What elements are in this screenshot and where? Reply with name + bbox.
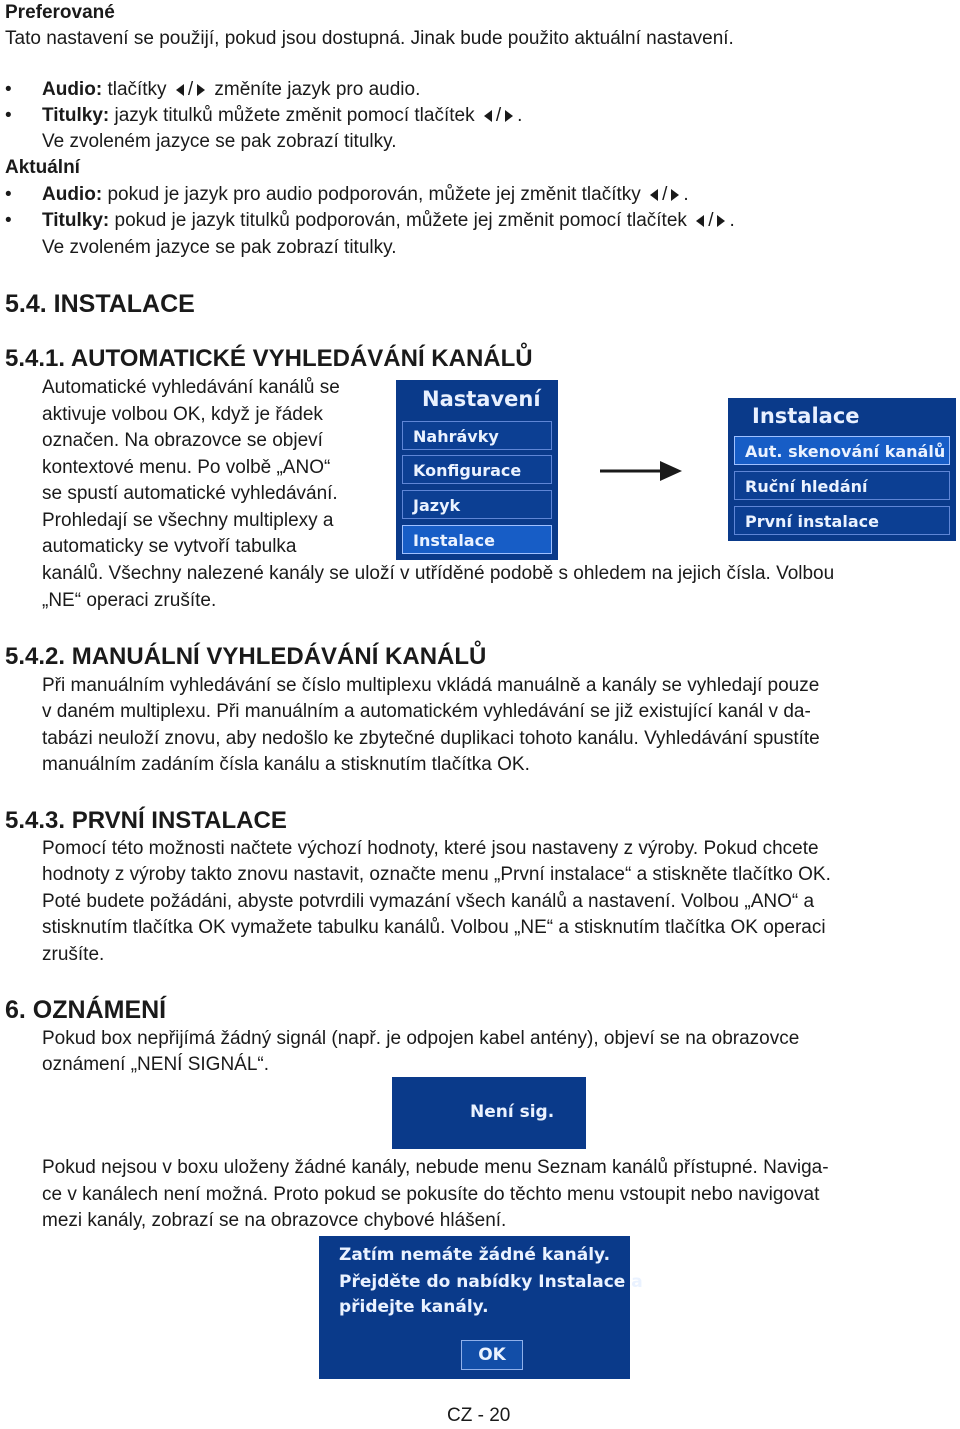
arrow-right-icon bbox=[505, 110, 513, 122]
current-heading: Aktuální bbox=[5, 157, 80, 178]
arrow-right-icon bbox=[197, 84, 205, 96]
arrow-left-icon bbox=[696, 215, 704, 227]
section-heading-notices: 6. OZNÁMENÍ bbox=[5, 996, 167, 1024]
auto-scan-line: kanálů. Všechny nalezené kanály se uloží v utříděné podobě s ohledem na jejich čísla. Volbou bbox=[42, 563, 835, 584]
current-subs-cont: Ve zvoleném jazyce se pak zobrazí titulky. bbox=[42, 237, 397, 258]
arrow-left-icon bbox=[176, 84, 184, 96]
settings-menu-item: Jazyk bbox=[402, 490, 552, 519]
first-install-line: Pomocí této možnosti načtete výchozí hodnoty, které jsou nastaveny z výroby. Pokud chcete bbox=[42, 838, 819, 859]
separator: / bbox=[187, 79, 194, 100]
manual-scan-line: manuálním zadáním čísla kanálu a stisknutím tlačítka OK. bbox=[42, 754, 530, 775]
settings-menu-item: Instalace bbox=[402, 525, 552, 554]
audio-text: pokud je jazyk pro audio podporován, můžete jej změnit tlačítky bbox=[107, 184, 641, 205]
install-menu-title: Instalace bbox=[752, 404, 860, 428]
arrow-right-icon bbox=[717, 215, 725, 227]
settings-menu-item: Nahrávky bbox=[402, 421, 552, 450]
audio-text-a: tlačítky bbox=[107, 79, 167, 100]
install-menu-screenshot bbox=[728, 398, 956, 541]
subs-text: jazyk titulků můžete změnit pomocí tlačítek bbox=[114, 105, 475, 126]
page-number: CZ - 20 bbox=[447, 1405, 511, 1426]
period: . bbox=[729, 210, 735, 231]
subs-text: pokud je jazyk titulků podporován, můžete jej změnit pomocí tlačítek bbox=[114, 210, 687, 231]
notices-line: ce v kanálech není možná. Proto pokud se pokusíte do těchto menu vstoupit nebo navigovat bbox=[42, 1184, 820, 1205]
audio-text-b: změníte jazyk pro audio. bbox=[214, 79, 421, 100]
separator: / bbox=[662, 184, 668, 205]
no-signal-message: Není sig. bbox=[470, 1102, 555, 1122]
current-audio-item bbox=[42, 182, 689, 208]
auto-scan-line: automaticky se vytvoří tabulka bbox=[42, 536, 297, 557]
section-heading-auto-scan: 5.4.1. AUTOMATICKÉ VYHLEDÁVÁNÍ KANÁLŮ bbox=[5, 345, 533, 372]
manual-scan-line: v daném multiplexu. Při manuálním a automatickém vyhledávání se již existující kanál v da- bbox=[42, 701, 811, 722]
subs-label: Titulky: bbox=[42, 105, 110, 126]
section-heading-first-install: 5.4.3. PRVNÍ INSTALACE bbox=[5, 807, 287, 834]
separator: / bbox=[495, 105, 502, 126]
first-install-line: Poté budete požádáni, abyste potvrdili vymazání všech kanálů a nastavení. Volbou „ANO“ a bbox=[42, 891, 815, 912]
arrow-left-icon bbox=[650, 189, 658, 201]
manual-scan-line: tabázi neuloží znovu, aby nedošlo ke zbytečné duplikaci tohoto kanálu. Vyhledávání spustíte bbox=[42, 728, 820, 749]
arrow-left-icon bbox=[484, 110, 492, 122]
settings-menu-item: Konfigurace bbox=[402, 455, 552, 484]
notices-line: Pokud box nepřijímá žádný signál (např. je odpojen kabel antény), objeví se na obrazovce bbox=[42, 1028, 800, 1049]
period: . bbox=[683, 184, 689, 205]
dialog-line: Přejděte do nabídky Instalace a bbox=[339, 1272, 643, 1292]
audio-label: Audio: bbox=[42, 79, 103, 100]
first-install-line: hodnoty z výroby takto znovu nastavit, označte menu „První instalace“ a stiskněte tlačítko OK. bbox=[42, 864, 831, 885]
dialog-line: přidejte kanály. bbox=[339, 1297, 489, 1317]
notices-line: Pokud nejsou v boxu uloženy žádné kanály, nebude menu Seznam kanálů přístupné. Naviga- bbox=[42, 1157, 829, 1178]
auto-scan-line: označen. Na obrazovce se objeví bbox=[42, 430, 323, 451]
install-menu-item: Ruční hledání bbox=[734, 471, 950, 500]
first-install-line: zrušíte. bbox=[42, 944, 105, 965]
auto-scan-line: Prohledají se všechny multiplexy a bbox=[42, 510, 334, 531]
auto-scan-line: Automatické vyhledávání kanálů se bbox=[42, 377, 340, 398]
auto-scan-line: „NE“ operaci zrušíte. bbox=[42, 590, 217, 611]
subs-label: Titulky: bbox=[42, 210, 110, 231]
period: . bbox=[517, 105, 523, 126]
dialog-line: Zatím nemáte žádné kanály. bbox=[339, 1245, 611, 1265]
auto-scan-line: se spustí automatické vyhledávání. bbox=[42, 483, 338, 504]
audio-label: Audio: bbox=[42, 184, 103, 205]
first-install-line: stisknutím tlačítka OK vymažete tabulku kanálů. Volbou „NE“ a stisknutím tlačítka OK operaci bbox=[42, 917, 826, 938]
preferred-heading: Preferované bbox=[5, 2, 115, 23]
auto-scan-line: kontextové menu. Po volbě „ANO“ bbox=[42, 457, 331, 478]
preferred-subs-cont: Ve zvoleném jazyce se pak zobrazí titulky. bbox=[42, 131, 397, 152]
section-heading-install: 5.4. INSTALACE bbox=[5, 290, 195, 318]
notices-line: mezi kanály, zobrazí se na obrazovce chybové hlášení. bbox=[42, 1210, 507, 1231]
section-heading-manual-scan: 5.4.2. MANUÁLNÍ VYHLEDÁVÁNÍ KANÁLŮ bbox=[5, 643, 487, 670]
current-subs-item bbox=[42, 208, 735, 234]
no-signal-screenshot bbox=[392, 1077, 586, 1149]
separator: / bbox=[708, 210, 714, 231]
settings-menu-screenshot bbox=[396, 380, 558, 560]
preferred-audio-item bbox=[42, 77, 420, 103]
arrow-right-icon bbox=[671, 189, 679, 201]
right-arrow-icon bbox=[598, 458, 684, 484]
preferred-intro: Tato nastavení se použijí, pokud jsou dostupná. Jinak bude použito aktuální nastavení. bbox=[5, 28, 734, 49]
manual-scan-line: Při manuálním vyhledávání se číslo multiplexu vkládá manuálně a kanály se vyhledají pouze bbox=[42, 675, 820, 696]
preferred-subs-item bbox=[42, 103, 522, 129]
install-menu-item: První instalace bbox=[734, 506, 950, 535]
settings-menu-title: Nastavení bbox=[422, 387, 541, 411]
no-channels-dialog-screenshot bbox=[319, 1236, 643, 1379]
auto-scan-line: aktivuje volbou OK, když je řádek bbox=[42, 404, 323, 425]
notices-line: oznámení „NENÍ SIGNÁL“. bbox=[42, 1054, 270, 1075]
install-menu-item: Aut. skenování kanálů bbox=[734, 436, 950, 465]
dialog-ok-button: OK bbox=[461, 1340, 523, 1370]
